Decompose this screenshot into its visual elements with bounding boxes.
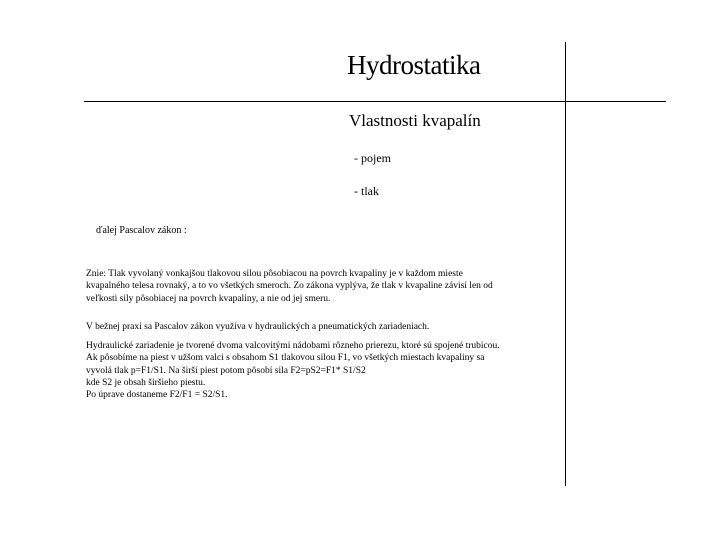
paragraph-line: Znie: Tlak vyvolaný vonkajšou tlakovou silou pôsobiacou na povrch kvapaliny je v každom mieste [86,269,463,279]
bullet-tlak: - tlak [354,184,379,198]
pascal-law-paragraph [86,268,493,305]
paragraph-line: vyvolá tlak p=F1/S1. Na širší piest potom pôsobí sila F2=pS2=F1* S1/S2 [86,365,366,376]
title-divider-horizontal [84,101,666,102]
intro-text: ďalej Pascalov zákon : [96,225,187,236]
paragraph-line: kde S2 je obsah širšieho piestu. [86,377,206,388]
bullet-pojem: - pojem [354,151,391,165]
paragraph-line: kvapalného telesa rovnaký, a to vo všetkých smeroch. Zo zákona vyplýva, že tlak v kvapaline závisí len od [86,281,493,292]
usage-paragraph: V bežnej praxi sa Pascalov zákon využíva v hydraulických a pneumatických zariadeniach. [86,322,430,332]
slide-subtitle: Vlastnosti kvapalín [349,111,481,130]
paragraph-line: Hydraulické zariadenie je tvorené dvoma valcovitými nádobami rôzneho prierezu, ktoré sú spojené trubicou. [86,341,500,351]
paragraph-line: Ak pôsobíme na piest v užšom valci s obsahom S1 tlakovou silou F1, vo všetkých miestach kvapaliny sa [86,353,485,364]
divider-vertical [565,42,566,486]
slide-title: Hydrostatika [347,50,481,80]
paragraph-line: Po úprave dostaneme F2/F1 = S2/S1. [86,390,228,401]
hydraulic-paragraph [86,340,500,401]
paragraph-line: veľkosti sily pôsobiacej na povrch kvapaliny, a nie od jej smeru. [86,293,331,304]
